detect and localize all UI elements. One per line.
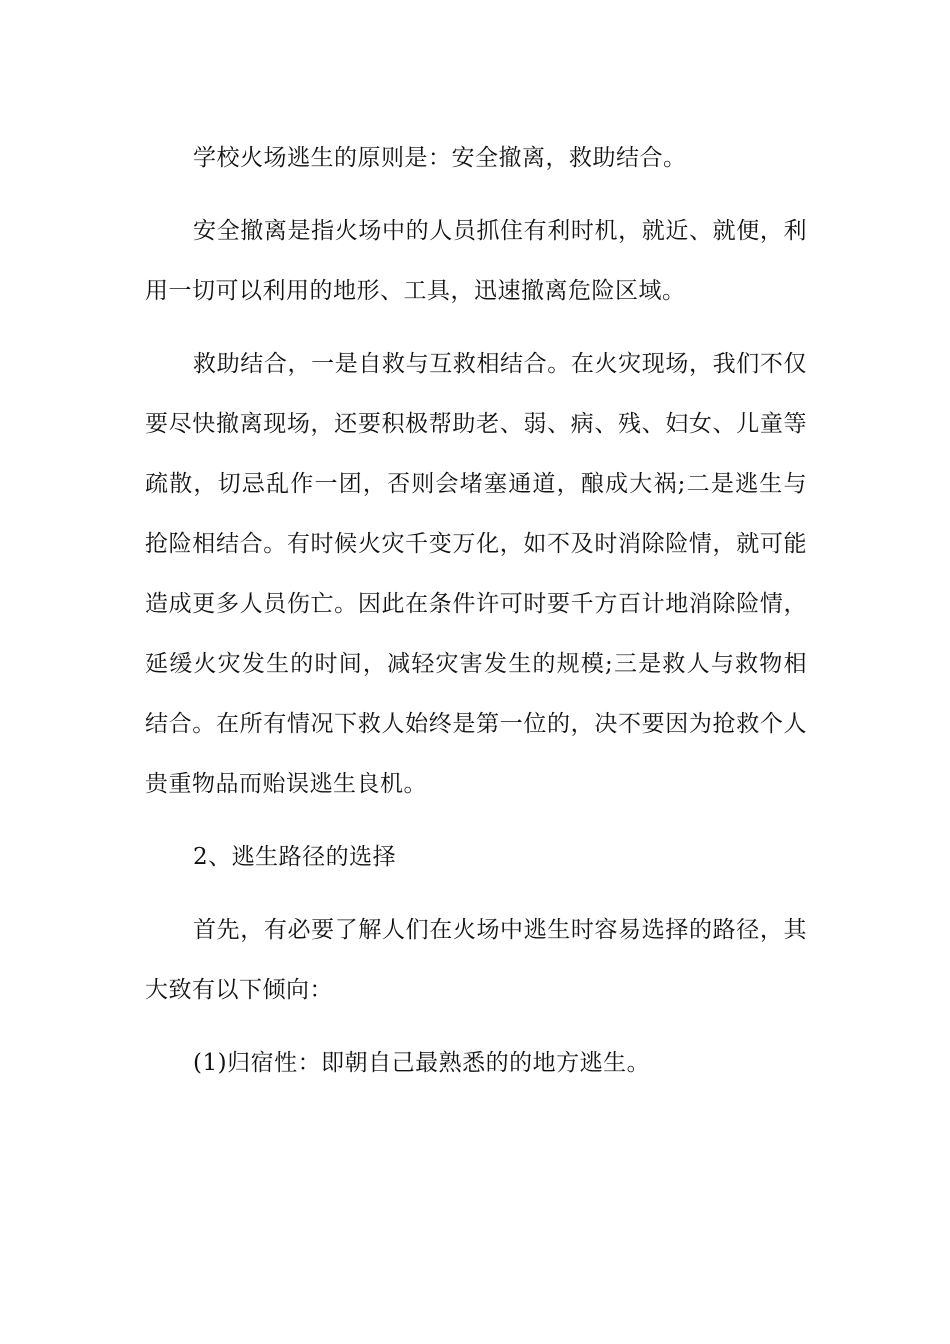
section-heading-escape-route: 2、逃生路径的选择 xyxy=(193,844,397,870)
document-body xyxy=(145,128,807,1093)
paragraph-rescue-combination: 救助结合，一是自救与互救相结合。在火灾现场，我们不仅要尽快撤离现场，还要积极帮助老、弱、病、残、妇女、儿童等疏散，切忌乱作一团，否则会堵塞通道，酿成大祸;二是逃生与抢险相结合。有时候火灾千变万化，如不及时消除险情，就可能造成更多人员伤亡。因此在条件许可时要千方百计地消除险情，延缓火灾发生的时间，减轻灾害发生的规模;三是救人与救物相结合。在所有情况下救人始终是第一位的，决不要因为抢救个人贵重物品而贻误逃生良机。 xyxy=(145,351,807,797)
paragraph-route-tendency: 首先，有必要了解人们在火场中逃生时容易选择的路径，其大致有以下倾向： xyxy=(145,917,807,1003)
paragraph-principle: 学校火场逃生的原则是：安全撤离，救助结合。 xyxy=(193,145,687,171)
list-item-homing: (1)归宿性：即朝自己最熟悉的的地方逃生。 xyxy=(193,1050,651,1076)
paragraph-safe-evacuation: 安全撤离是指火场中的人员抓住有利时机，就近、就便，利用一切可以利用的地形、工具，迅速撤离危险区域。 xyxy=(145,218,807,304)
